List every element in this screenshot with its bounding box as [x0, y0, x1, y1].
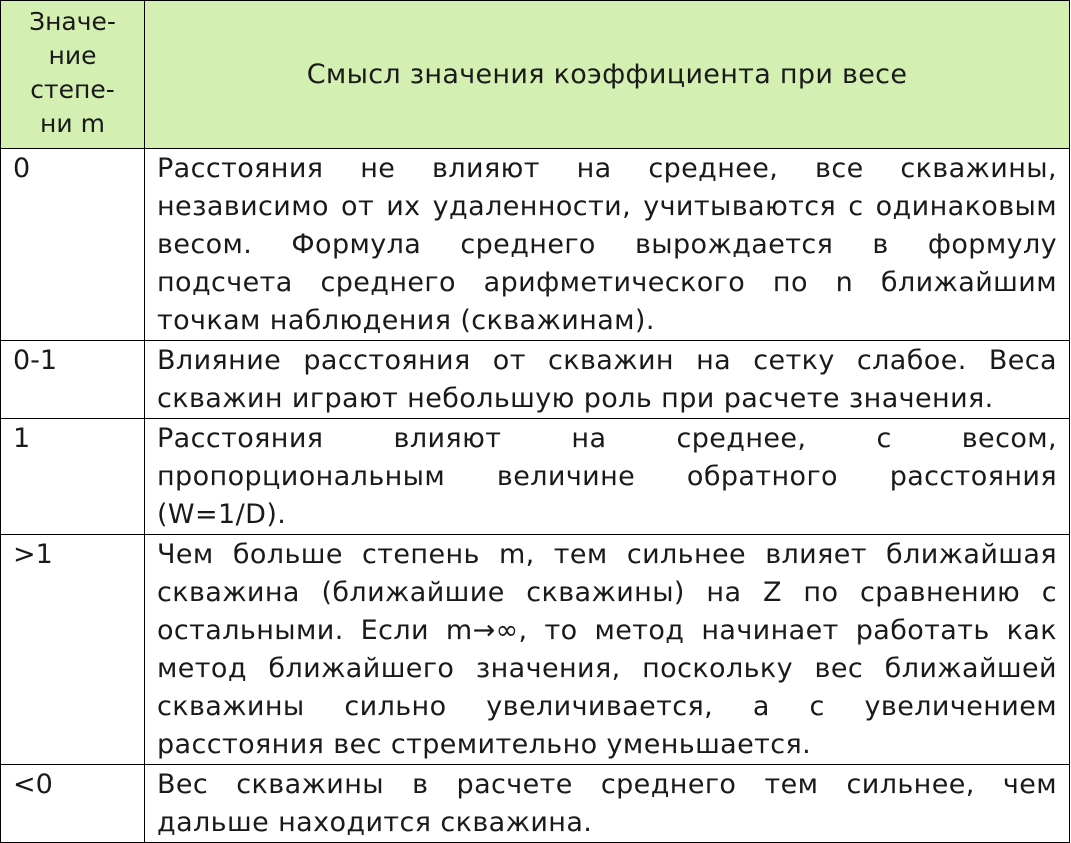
table-row	[1, 149, 1070, 341]
meaning-line: дальше находится скважина.	[157, 807, 593, 838]
meaning-line: независимо от их удаленности, учитываются с одинаковым	[157, 191, 1057, 222]
table-row	[1, 419, 1070, 535]
meaning-line: остальными. Если m→∞, то метод начинает работать как	[157, 615, 1057, 646]
header-meaning-cell: Смысл значения коэффициента при весе	[145, 1, 1070, 149]
meaning-line: Вес скважины в расчете среднего тем сильнее, чем	[157, 769, 1057, 800]
meaning-cell	[145, 419, 1070, 535]
header-exponent-cell	[1, 1, 145, 149]
meaning-cell	[145, 341, 1070, 419]
table-row	[1, 535, 1070, 765]
meaning-line: точкам наблюдения (скважинам).	[157, 305, 655, 336]
meaning-line: Расстояния не влияют на среднее, все скважины,	[157, 153, 1057, 184]
meaning-line: весом. Формула среднего вырождается в формулу	[157, 229, 1057, 260]
meaning-line: (W=1/D).	[157, 499, 287, 530]
meaning-line: скважин играют небольшую роль при расчете значения.	[157, 383, 994, 414]
meaning-line: Чем больше степень m, тем сильнее влияет ближайшая	[157, 539, 1057, 570]
meaning-line: подсчета среднего арифметического по n ближайшим	[157, 267, 1057, 298]
exponent-value-cell: >1	[1, 535, 145, 765]
meaning-line: Расстояния влияют на среднее, с весом,	[157, 423, 1057, 454]
exponent-value-cell: 0-1	[1, 341, 145, 419]
meaning-line: скважина (ближайшие скважины) на Z по сравнению с	[157, 577, 1057, 608]
header-exponent-line: ние	[48, 41, 97, 70]
meaning-cell	[145, 765, 1070, 843]
meaning-line: скважины сильно увеличивается, а с увеличением	[157, 691, 1057, 722]
meaning-cell	[145, 535, 1070, 765]
table-row	[1, 765, 1070, 843]
table-body	[1, 149, 1070, 843]
header-exponent-line: степе-	[30, 75, 115, 104]
header-exponent-line: Значе-	[29, 7, 116, 36]
meaning-line: пропорциональным величине обратного расстояния	[157, 461, 1057, 492]
table-header	[1, 1, 1070, 149]
table-row	[1, 341, 1070, 419]
meaning-line: расстояния вес стремительно уменьшается.	[157, 729, 812, 760]
meaning-cell	[145, 149, 1070, 341]
meaning-line: метод ближайшего значения, поскольку вес ближайшей	[157, 653, 1057, 684]
exponent-value-cell: <0	[1, 765, 145, 843]
exponent-value-cell: 1	[1, 419, 145, 535]
exponent-value-cell: 0	[1, 149, 145, 341]
header-row	[1, 1, 1070, 149]
header-exponent-line: ни m	[40, 109, 105, 138]
meaning-line: Влияние расстояния от скважин на сетку слабое. Веса	[157, 345, 1057, 376]
